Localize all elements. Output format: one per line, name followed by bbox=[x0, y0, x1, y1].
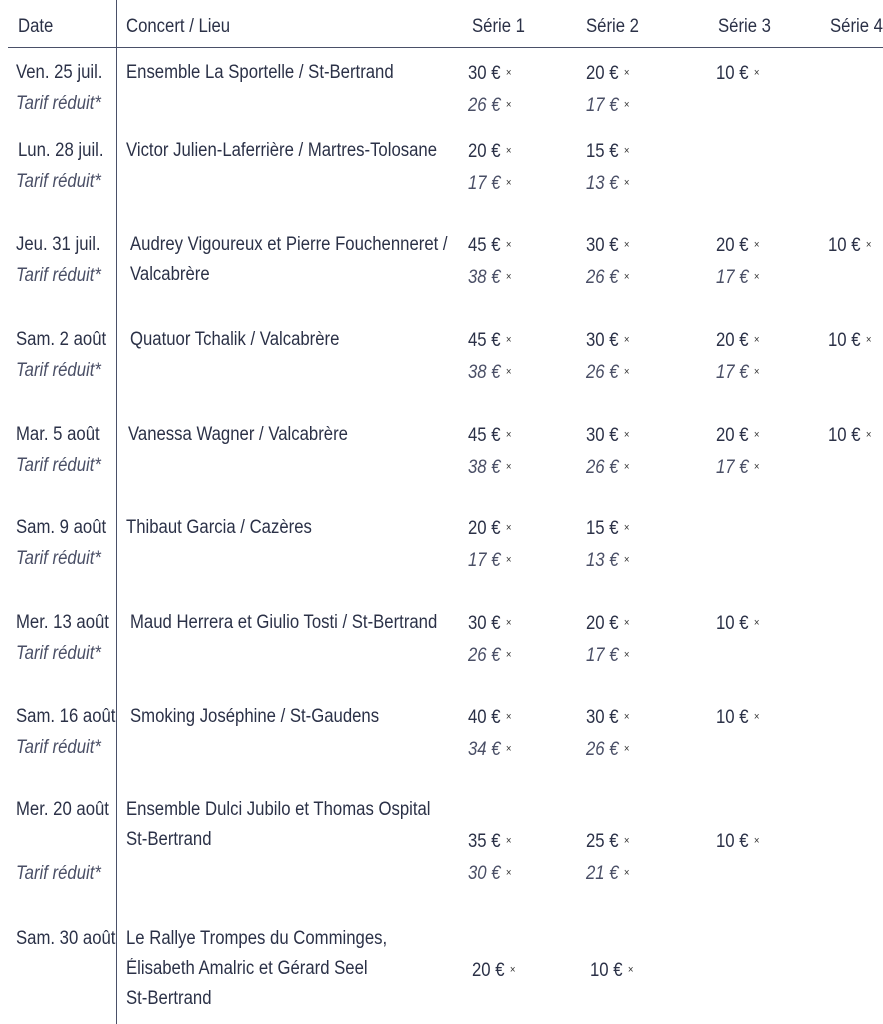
row-date: Sam. 2 août bbox=[16, 329, 107, 350]
mark-icon: × bbox=[623, 239, 630, 251]
price-full: 30 € × bbox=[468, 613, 512, 634]
mark-icon: × bbox=[623, 554, 630, 566]
price-full: 35 € × bbox=[468, 831, 512, 852]
mark-icon: × bbox=[753, 711, 760, 723]
reduced-label: Tarif réduit* bbox=[16, 863, 101, 884]
price-reduced: 17 € × bbox=[716, 267, 760, 288]
price-full: 20 € × bbox=[716, 330, 760, 351]
price-full: 45 € × bbox=[468, 330, 512, 351]
row-date: Ven. 25 juil. bbox=[16, 62, 103, 83]
concert-name: Audrey Vigoureux et Pierre Fouchenneret / bbox=[130, 234, 448, 255]
price-reduced: 38 € × bbox=[468, 267, 512, 288]
mark-icon: × bbox=[865, 429, 872, 441]
price-full: 20 € × bbox=[586, 63, 630, 84]
price-reduced: 26 € × bbox=[586, 267, 630, 288]
mark-icon: × bbox=[505, 461, 512, 473]
mark-icon: × bbox=[753, 334, 760, 346]
mark-icon: × bbox=[509, 964, 516, 976]
reduced-label: Tarif réduit* bbox=[16, 93, 101, 114]
price-full: 10 € × bbox=[716, 707, 760, 728]
price-full: 10 € × bbox=[828, 330, 872, 351]
price-reduced: 17 € × bbox=[716, 362, 760, 383]
price-full: 45 € × bbox=[468, 235, 512, 256]
price-full: 20 € × bbox=[468, 141, 512, 162]
reduced-label: Tarif réduit* bbox=[16, 643, 101, 664]
price-reduced: 26 € × bbox=[468, 95, 512, 116]
mark-icon: × bbox=[623, 617, 630, 629]
mark-icon: × bbox=[623, 334, 630, 346]
price-reduced: 26 € × bbox=[468, 645, 512, 666]
mark-icon: × bbox=[753, 429, 760, 441]
concert-name: St-Bertrand bbox=[126, 988, 212, 1009]
price-reduced: 26 € × bbox=[586, 457, 630, 478]
price-full: 10 € × bbox=[828, 235, 872, 256]
mark-icon: × bbox=[865, 334, 872, 346]
row-date: Lun. 28 juil. bbox=[18, 140, 104, 161]
price-reduced: 38 € × bbox=[468, 457, 512, 478]
price-reduced: 26 € × bbox=[586, 362, 630, 383]
price-full: 10 € × bbox=[716, 831, 760, 852]
mark-icon: × bbox=[623, 835, 630, 847]
price-full: 30 € × bbox=[468, 63, 512, 84]
price-full: 25 € × bbox=[586, 831, 630, 852]
mark-icon: × bbox=[753, 366, 760, 378]
header-s2: Série 2 bbox=[586, 16, 639, 37]
price-reduced: 17 € × bbox=[586, 645, 630, 666]
mark-icon: × bbox=[505, 334, 512, 346]
mark-icon: × bbox=[753, 239, 760, 251]
price-full: 30 € × bbox=[586, 425, 630, 446]
header-s1: Série 1 bbox=[472, 16, 525, 37]
concert-name: Valcabrère bbox=[130, 264, 210, 285]
price-full: 20 € × bbox=[716, 235, 760, 256]
mark-icon: × bbox=[623, 743, 630, 755]
mark-icon: × bbox=[623, 177, 630, 189]
price-full: 20 € × bbox=[586, 613, 630, 634]
mark-icon: × bbox=[627, 964, 634, 976]
price-reduced: 26 € × bbox=[586, 739, 630, 760]
mark-icon: × bbox=[623, 67, 630, 79]
row-date: Jeu. 31 juil. bbox=[16, 234, 101, 255]
row-date: Sam. 16 août bbox=[16, 706, 116, 727]
price-full: 10 € × bbox=[716, 63, 760, 84]
concert-name: Élisabeth Amalric et Gérard Seel bbox=[126, 958, 368, 979]
row-date: Sam. 9 août bbox=[16, 517, 107, 538]
mark-icon: × bbox=[623, 99, 630, 111]
mark-icon: × bbox=[623, 429, 630, 441]
concert-name: Ensemble La Sportelle / St-Bertrand bbox=[126, 62, 394, 83]
reduced-label: Tarif réduit* bbox=[16, 265, 101, 286]
mark-icon: × bbox=[623, 366, 630, 378]
price-full: 10 € × bbox=[590, 960, 634, 981]
mark-icon: × bbox=[505, 617, 512, 629]
mark-icon: × bbox=[505, 522, 512, 534]
mark-icon: × bbox=[505, 271, 512, 283]
price-full: 10 € × bbox=[716, 613, 760, 634]
mark-icon: × bbox=[753, 617, 760, 629]
mark-icon: × bbox=[505, 743, 512, 755]
price-full: 30 € × bbox=[586, 235, 630, 256]
mark-icon: × bbox=[753, 461, 760, 473]
mark-icon: × bbox=[623, 461, 630, 473]
mark-icon: × bbox=[623, 649, 630, 661]
reduced-label: Tarif réduit* bbox=[16, 548, 101, 569]
price-full: 45 € × bbox=[468, 425, 512, 446]
mark-icon: × bbox=[505, 711, 512, 723]
price-full: 10 € × bbox=[828, 425, 872, 446]
mark-icon: × bbox=[623, 271, 630, 283]
row-date: Sam. 30 août bbox=[16, 928, 116, 949]
concert-name: Smoking Joséphine / St-Gaudens bbox=[130, 706, 380, 727]
header-s3: Série 3 bbox=[718, 16, 771, 37]
mark-icon: × bbox=[505, 145, 512, 157]
mark-icon: × bbox=[865, 239, 872, 251]
mark-icon: × bbox=[505, 239, 512, 251]
mark-icon: × bbox=[505, 99, 512, 111]
header-divider bbox=[8, 47, 883, 48]
header-date: Date bbox=[18, 16, 54, 37]
price-reduced: 17 € × bbox=[468, 173, 512, 194]
concert-name: Maud Herrera et Giulio Tosti / St-Bertrand bbox=[130, 612, 438, 633]
concert-name: St-Bertrand bbox=[126, 829, 212, 850]
price-reduced: 17 € × bbox=[716, 457, 760, 478]
mark-icon: × bbox=[505, 867, 512, 879]
mark-icon: × bbox=[623, 711, 630, 723]
price-reduced: 17 € × bbox=[468, 550, 512, 571]
price-full: 30 € × bbox=[586, 330, 630, 351]
concert-name: Le Rallye Trompes du Comminges, bbox=[126, 928, 388, 949]
reduced-label: Tarif réduit* bbox=[16, 171, 101, 192]
price-full: 30 € × bbox=[586, 707, 630, 728]
mark-icon: × bbox=[505, 554, 512, 566]
concert-name: Quatuor Tchalik / Valcabrère bbox=[130, 329, 340, 350]
mark-icon: × bbox=[505, 366, 512, 378]
concert-name: Vanessa Wagner / Valcabrère bbox=[128, 424, 348, 445]
mark-icon: × bbox=[505, 67, 512, 79]
mark-icon: × bbox=[505, 177, 512, 189]
mark-icon: × bbox=[505, 835, 512, 847]
mark-icon: × bbox=[623, 145, 630, 157]
mark-icon: × bbox=[753, 835, 760, 847]
price-reduced: 13 € × bbox=[586, 173, 630, 194]
price-reduced: 17 € × bbox=[586, 95, 630, 116]
price-full: 20 € × bbox=[716, 425, 760, 446]
mark-icon: × bbox=[753, 271, 760, 283]
price-reduced: 38 € × bbox=[468, 362, 512, 383]
price-reduced: 30 € × bbox=[468, 863, 512, 884]
mark-icon: × bbox=[623, 522, 630, 534]
column-divider bbox=[116, 0, 117, 1024]
mark-icon: × bbox=[505, 429, 512, 441]
mark-icon: × bbox=[505, 649, 512, 661]
price-full: 15 € × bbox=[586, 141, 630, 162]
price-reduced: 34 € × bbox=[468, 739, 512, 760]
header-concert: Concert / Lieu bbox=[126, 16, 231, 37]
price-reduced: 21 € × bbox=[586, 863, 630, 884]
header-s4: Série 4 bbox=[830, 16, 883, 37]
reduced-label: Tarif réduit* bbox=[16, 360, 101, 381]
price-full: 15 € × bbox=[586, 518, 630, 539]
price-full: 40 € × bbox=[468, 707, 512, 728]
mark-icon: × bbox=[753, 67, 760, 79]
concert-name: Ensemble Dulci Jubilo et Thomas Ospital bbox=[126, 799, 431, 820]
reduced-label: Tarif réduit* bbox=[16, 455, 101, 476]
row-date: Mer. 20 août bbox=[16, 799, 109, 820]
mark-icon: × bbox=[623, 867, 630, 879]
concert-name: Thibaut Garcia / Cazères bbox=[126, 517, 312, 538]
row-date: Mar. 5 août bbox=[16, 424, 100, 445]
concert-name: Victor Julien-Laferrière / Martres-Tolosane bbox=[126, 140, 437, 161]
price-full: 20 € × bbox=[468, 518, 512, 539]
reduced-label: Tarif réduit* bbox=[16, 737, 101, 758]
price-full: 20 € × bbox=[472, 960, 516, 981]
row-date: Mer. 13 août bbox=[16, 612, 109, 633]
price-reduced: 13 € × bbox=[586, 550, 630, 571]
